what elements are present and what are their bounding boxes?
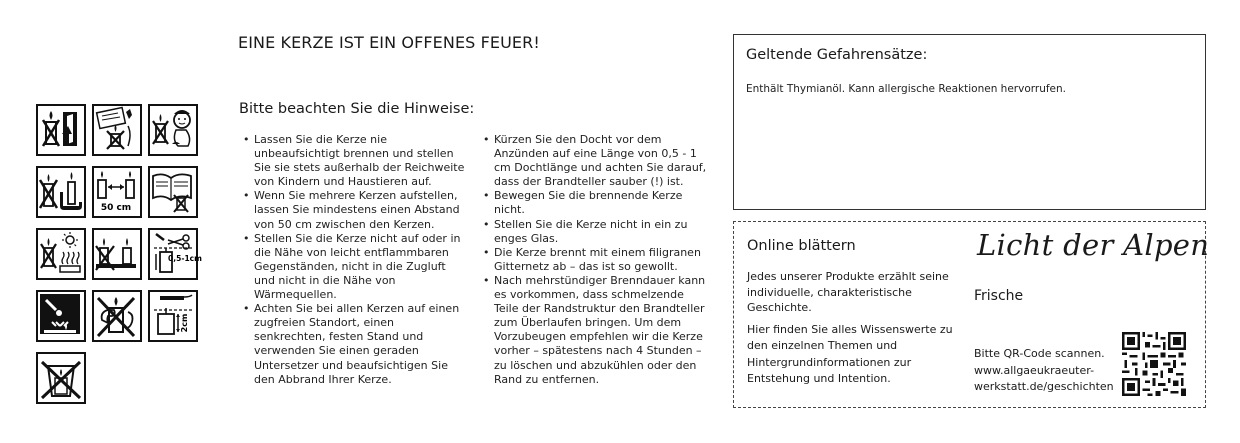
notice-heading: Bitte beachten Sie die Hinweise:	[239, 101, 475, 117]
list-item: • Stellen Sie die Kerze nicht in ein zu enges Glas.	[482, 218, 708, 246]
online-title: Online blättern	[747, 238, 856, 254]
qr-code-icon[interactable]	[1122, 332, 1186, 396]
list-item: • Nach mehrstündiger Brenndauer kann es vorkommen, dass schmelzende Teile der Randstruktur den Brandteller zum Überlaufen bringen. Um dem Vorzubeugen empfehlen wir die Kerze vorher – spätestens nach 4 Stunden – zu löschen und abzukühlen oder den Rand zu entfernen.	[482, 274, 708, 387]
list-item: • Achten Sie bei allen Kerzen auf einen zugfreien Standort, einen senkrechten, festen Stand und verwenden Sie einen geraden Untersetzer und beaufsichtigen Sie den Abbrand Ihrer Kerze.	[242, 302, 468, 387]
brand-logo: Licht der Alpen	[977, 228, 1210, 262]
list-item: • Die Kerze brennt mit einem filigranen Gitternetz ab – das ist so gewollt.	[482, 246, 708, 274]
candle-glass-icon	[36, 352, 86, 404]
candle-no-reading-icon	[148, 166, 198, 218]
candle-heat-source-icon	[36, 228, 86, 280]
headline: EINE KERZE IST EIN OFFENES FEUER!	[238, 33, 540, 52]
list-item: • Bewegen Sie die brennende Kerze nicht.	[482, 189, 708, 217]
candle-no-tipping-icon	[92, 228, 142, 280]
product-variant: Frische	[974, 288, 1024, 304]
wick-length-label: 0,5-1cm	[168, 254, 202, 263]
hazard-title: Geltende Gefahrensätze:	[746, 47, 928, 63]
list-item: • Lassen Sie die Kerze nie unbeaufsichtigt brennen und stellen Sie sie stets außerhalb der Reichweite von Kindern und Haustieren auf.	[242, 133, 468, 189]
qr-url-text: www.allgaeukraeuter-werkstatt.de/geschichten	[974, 363, 1114, 393]
hazard-box	[733, 34, 1206, 210]
candle-distance-icon	[92, 166, 142, 218]
height-label: 2cm	[180, 313, 189, 333]
candle-near-flammables-icon	[92, 104, 142, 156]
qr-scan-text: Bitte QR-Code scannen.	[974, 347, 1105, 360]
list-item: • Kürzen Sie den Docht vor dem Anzünden auf eine Länge von 0,5 - 1 cm Dochtlänge und achten Sie darauf, dass der Brandteller sauber (!) ist.	[482, 133, 708, 189]
notice-list-right	[482, 133, 708, 387]
list-item: • Stellen Sie die Kerze nicht auf oder in die Nähe von leicht entflammbaren Gegenständen, nicht in die Zugluft und nicht in die Nähe von Wärmequellen.	[242, 232, 468, 302]
candle-no-water-extinguish-icon	[36, 290, 86, 342]
wick-trim-icon	[148, 228, 202, 280]
online-paragraph-1: Jedes unserer Produkte erzählt seine individuelle, charakteristische Geschichte.	[747, 270, 949, 314]
notice-list-left	[242, 133, 468, 387]
hazard-text: Enthält Thymianöl. Kann allergische Reaktionen hervorrufen.	[746, 83, 1067, 95]
qr-instructions	[974, 346, 1124, 396]
candle-children-icon	[148, 104, 198, 156]
candle-draft-icon	[36, 166, 86, 218]
candle-height-icon	[148, 290, 198, 342]
distance-label: 50 cm	[100, 203, 132, 213]
online-paragraph-2: Hier finden Sie alles Wissenswerte zu den einzelnen Themen und Hintergrundinformationen zur Entstehung und Intention.	[747, 323, 953, 385]
candle-unattended-icon	[36, 104, 86, 156]
list-item: • Wenn Sie mehrere Kerzen aufstellen, lassen Sie mindestens einen Abstand von 50 cm zwischen den Kerzen.	[242, 189, 468, 231]
candle-no-moving-icon	[92, 290, 142, 342]
online-box	[733, 221, 1210, 408]
